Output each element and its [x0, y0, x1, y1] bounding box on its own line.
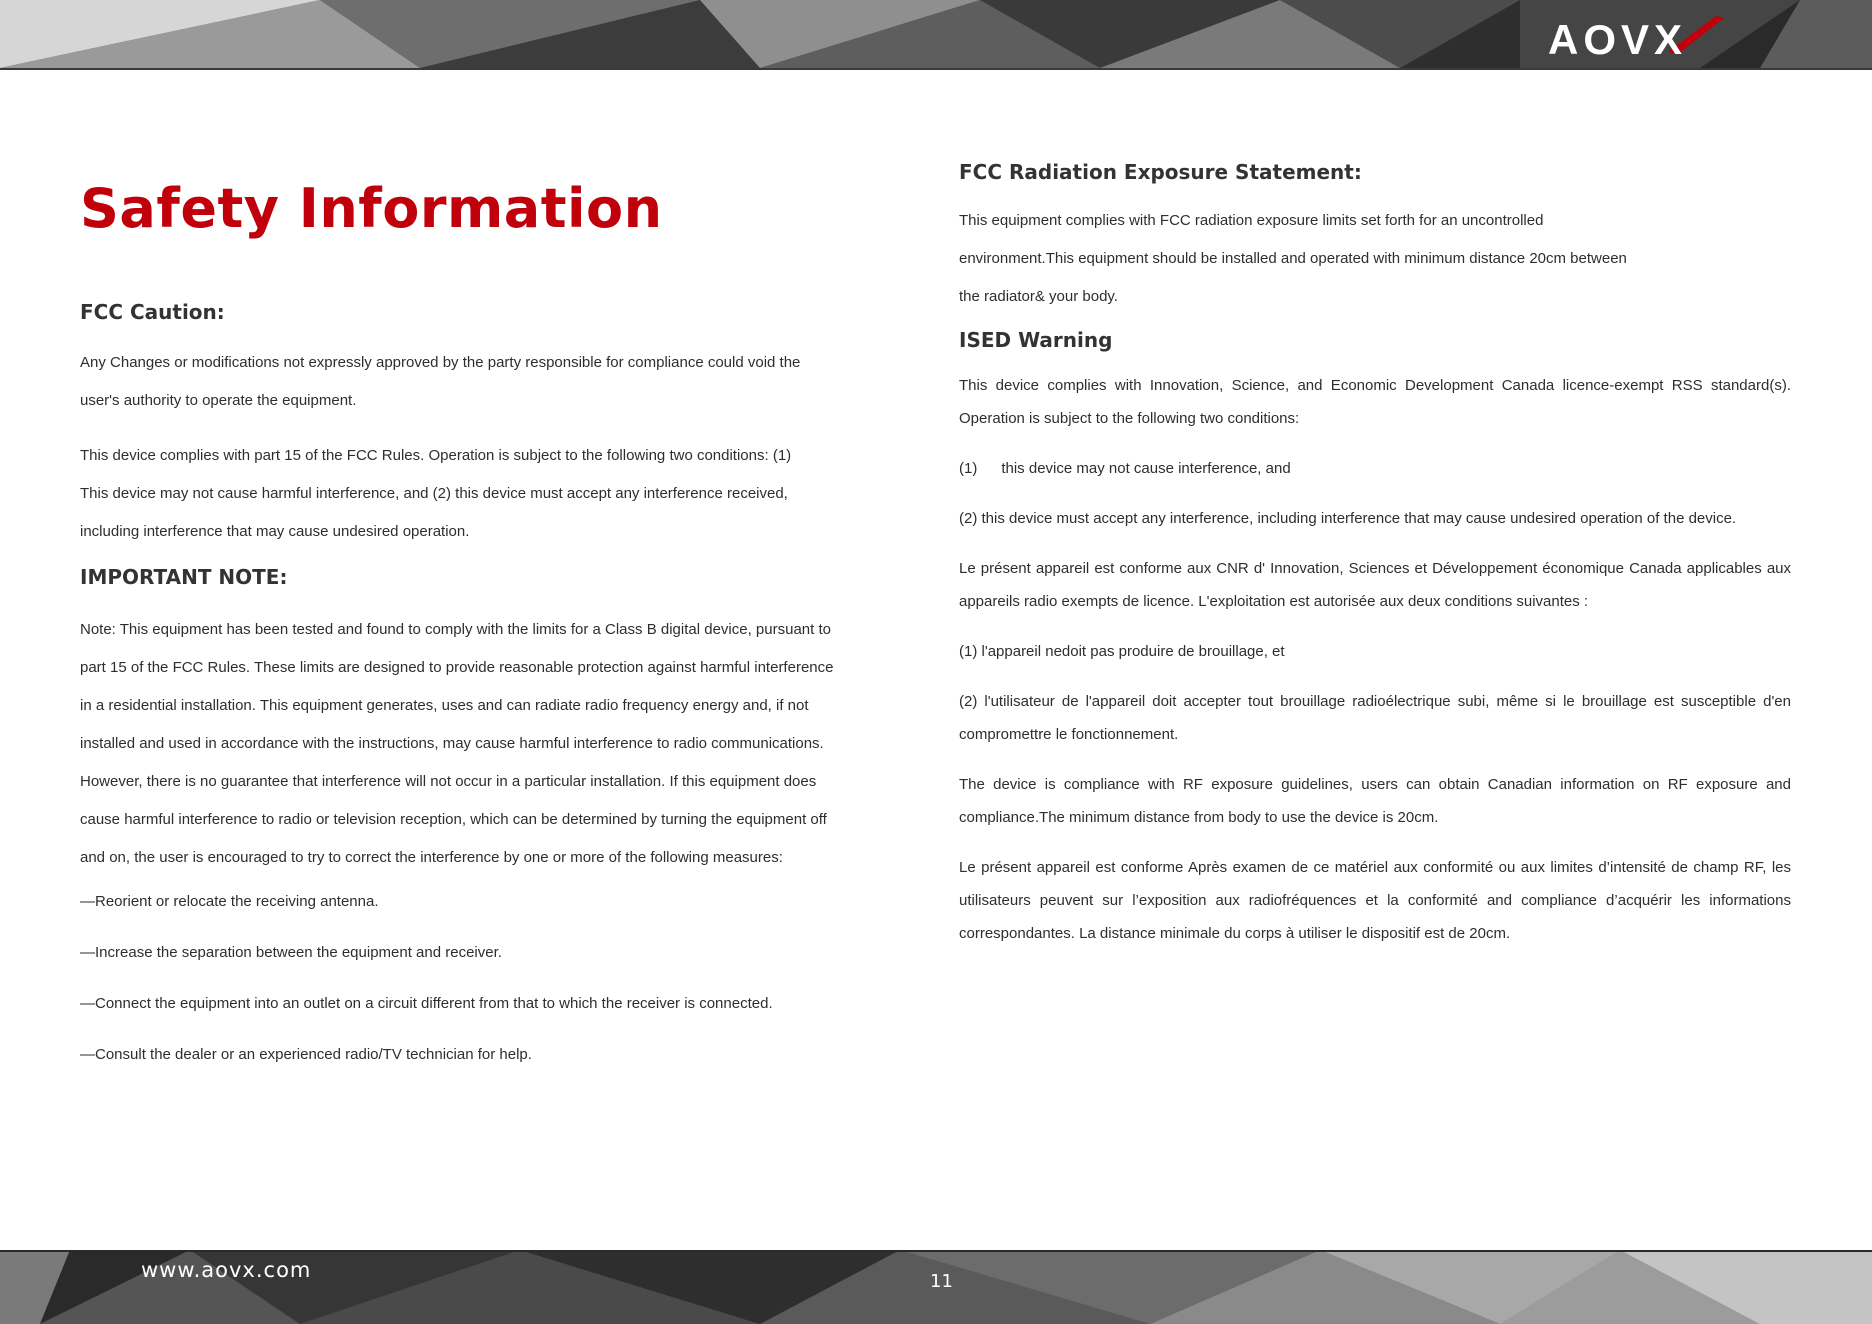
website-url[interactable]: www.aovx.com: [141, 1258, 312, 1282]
text-line: This device may not cause harmful interference, and (2) this device must accept any interference received,: [80, 485, 788, 502]
text-line: user's authority to operate the equipment.: [80, 392, 357, 409]
text-line: environment.This equipment should be installed and operated with minimum distance 20cm between: [959, 250, 1627, 267]
logo-text: AOVX: [1548, 16, 1688, 63]
text-line: and on, the user is encouraged to try to correct the interference by one or more of the following measures:: [80, 849, 783, 866]
fcc-caution-paragraph-1: [80, 344, 920, 420]
condition-text: this device may not cause interference, and: [1001, 460, 1291, 477]
page-number: 11: [930, 1271, 953, 1292]
page-title: Safety Information: [80, 177, 663, 240]
text-line: This device complies with part 15 of the FCC Rules. Operation is subject to the following two conditions: (1): [80, 447, 792, 464]
text-line: This equipment complies with FCC radiation exposure limits set forth for an uncontrolled: [959, 212, 1544, 229]
ised-condition-2: (2) this device must accept any interference, including interference that may cause undesired operation of the device.: [959, 510, 1737, 527]
text-line: Any Changes or modifications not expressly approved by the party responsible for compliance could void the: [80, 354, 801, 371]
measure-item: —Connect the equipment into an outlet on a circuit different from that to which the receiver is connected.: [80, 995, 773, 1012]
text-line: installed and used in accordance with the instructions, may cause harmful interference to radio communications.: [80, 735, 824, 752]
top-banner: [0, 0, 1872, 70]
condition-number: (1): [959, 460, 978, 477]
rf-exposure-paragraph: [959, 202, 1791, 316]
text-line: cause harmful interference to radio or television reception, which can be determined by turning the equipment off: [80, 811, 827, 828]
bottom-banner: [0, 1250, 1872, 1324]
text-line: However, there is no guarantee that interference will not occur in a particular installation. If this equipment does: [80, 773, 817, 790]
fcc-caution-heading: FCC Caution:: [80, 300, 225, 324]
ised-condition-1: [959, 452, 1791, 485]
rf-compliance-french: Le présent appareil est conforme Après examen de ce matériel aux conformité ou aux limites d’intensité de champ RF, les utilisateurs peuvent sur l’exposition aux radiofréquences et la conformité and compliance d’acquérir les informations correspondantes. La distance minimale du corps à utiliser le dispositif est de 20cm.: [959, 859, 1791, 942]
ised-intro: This device complies with Innovation, Science, and Economic Development Canada licence-exempt RSS standard(s). Operation is subject to the following two conditions:: [959, 377, 1791, 427]
text-line: Note: This equipment has been tested and found to comply with the limits for a Class B digital device, pursuant to: [80, 621, 831, 638]
text-line: including interference that may cause undesired operation.: [80, 523, 470, 540]
important-note-paragraph: [80, 611, 920, 877]
text-line: the radiator& your body.: [959, 288, 1118, 305]
text-line: in a residential installation. This equipment generates, uses and can radiate radio frequency energy and, if not: [80, 697, 809, 714]
ised-french-intro: Le présent appareil est conforme aux CNR d' Innovation, Sciences et Développement économique Canada applicables aux appareils radio exempts de licence. L'exploitation est autorisée aux deux conditions suivantes :: [959, 560, 1791, 610]
important-note-heading: IMPORTANT NOTE:: [80, 565, 288, 589]
aovx-logo: [1548, 12, 1728, 64]
ised-french-condition-1: (1) l'appareil nedoit pas produire de brouillage, et: [959, 643, 1285, 660]
measure-item: —Increase the separation between the equipment and receiver.: [80, 944, 502, 961]
measure-item: —Consult the dealer or an experienced radio/TV technician for help.: [80, 1046, 532, 1063]
rf-compliance-english: The device is compliance with RF exposure guidelines, users can obtain Canadian information on RF exposure and compliance.The minimum distance from body to use the device is 20cm.: [959, 776, 1791, 826]
left-column: [80, 170, 920, 1070]
fcc-caution-paragraph-2: [80, 437, 920, 551]
ised-french-condition-2: (2) l'utilisateur de l'appareil doit accepter tout brouillage radioélectrique subi, même si le brouillage est susceptible d'en compromettre le fonctionnement.: [959, 693, 1791, 743]
rf-exposure-heading: FCC Radiation Exposure Statement:: [959, 160, 1362, 184]
measure-item: —Reorient or relocate the receiving antenna.: [80, 893, 379, 910]
ised-warning-heading: ISED Warning: [959, 328, 1113, 352]
text-line: part 15 of the FCC Rules. These limits are designed to provide reasonable protection against harmful interference: [80, 659, 834, 676]
right-column: [959, 160, 1791, 950]
